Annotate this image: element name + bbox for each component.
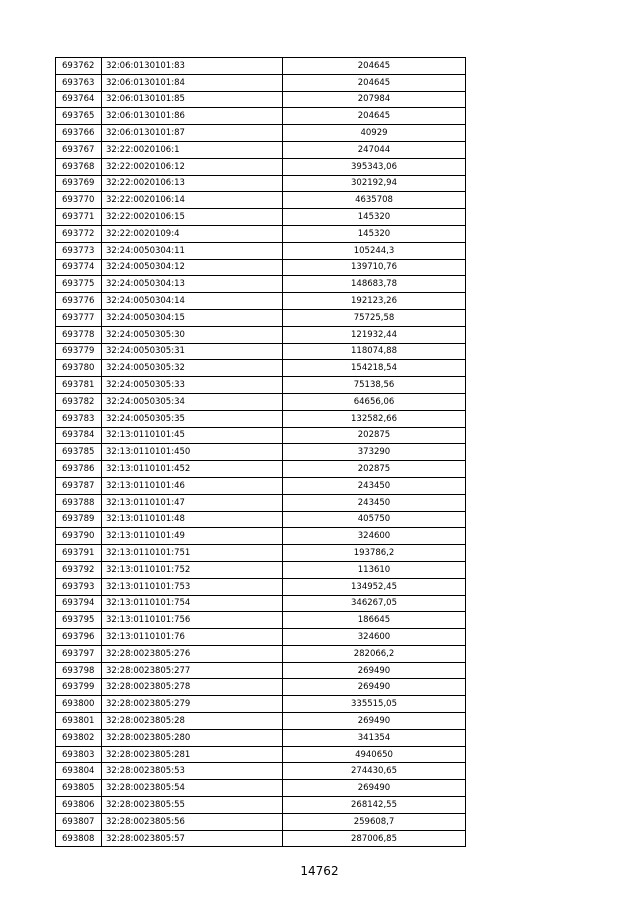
row-number: 693794 — [56, 595, 102, 612]
cadastral-number: 32:13:0110101:450 — [102, 444, 283, 461]
table-body — [56, 58, 466, 847]
cadastral-number: 32:22:0020109:4 — [102, 225, 283, 242]
table-row — [56, 175, 466, 192]
cadastral-number: 32:13:0110101:47 — [102, 494, 283, 511]
row-number: 693785 — [56, 444, 102, 461]
row-number: 693767 — [56, 141, 102, 158]
table-row — [56, 612, 466, 629]
table-row — [56, 393, 466, 410]
row-number: 693782 — [56, 393, 102, 410]
cadastral-number: 32:24:0050305:32 — [102, 360, 283, 377]
cadastral-number: 32:28:0023805:279 — [102, 696, 283, 713]
cadastral-number: 32:28:0023805:57 — [102, 830, 283, 847]
cadastral-value: 4940650 — [283, 746, 466, 763]
cadastral-value: 259608,7 — [283, 813, 466, 830]
cadastral-value: 64656,06 — [283, 393, 466, 410]
table-row — [56, 729, 466, 746]
cadastral-number: 32:13:0110101:48 — [102, 511, 283, 528]
table-row — [56, 125, 466, 142]
cadastral-value: 269490 — [283, 780, 466, 797]
cadastral-number: 32:24:0050305:30 — [102, 326, 283, 343]
table-row — [56, 192, 466, 209]
table-row — [56, 561, 466, 578]
cadastral-value: 193786,2 — [283, 545, 466, 562]
cadastral-value: 247044 — [283, 141, 466, 158]
table-row — [56, 746, 466, 763]
table-row — [56, 797, 466, 814]
cadastral-value: 268142,55 — [283, 797, 466, 814]
cadastral-number: 32:28:0023805:280 — [102, 729, 283, 746]
cadastral-value: 186645 — [283, 612, 466, 629]
row-number: 693795 — [56, 612, 102, 629]
cadastral-value: 105244,3 — [283, 242, 466, 259]
cadastral-value: 324600 — [283, 629, 466, 646]
cadastral-number: 32:22:0020106:1 — [102, 141, 283, 158]
row-number: 693808 — [56, 830, 102, 847]
table-row — [56, 461, 466, 478]
cadastral-number: 32:28:0023805:277 — [102, 662, 283, 679]
cadastral-value: 145320 — [283, 209, 466, 226]
row-number: 693774 — [56, 259, 102, 276]
cadastral-number: 32:13:0110101:751 — [102, 545, 283, 562]
table-row — [56, 74, 466, 91]
cadastral-number: 32:06:0130101:84 — [102, 74, 283, 91]
table-row — [56, 91, 466, 108]
cadastral-value: 148683,78 — [283, 276, 466, 293]
cadastral-number: 32:28:0023805:281 — [102, 746, 283, 763]
row-number: 693779 — [56, 343, 102, 360]
table-row — [56, 108, 466, 125]
table-row — [56, 58, 466, 75]
cadastral-number: 32:24:0050305:34 — [102, 393, 283, 410]
cadastral-number: 32:13:0110101:753 — [102, 578, 283, 595]
table-row — [56, 209, 466, 226]
row-number: 693799 — [56, 679, 102, 696]
cadastral-number: 32:24:0050304:11 — [102, 242, 283, 259]
table-row — [56, 629, 466, 646]
cadastral-value: 204645 — [283, 108, 466, 125]
row-number: 693804 — [56, 763, 102, 780]
cadastral-value: 302192,94 — [283, 175, 466, 192]
table-row — [56, 326, 466, 343]
cadastral-number: 32:22:0020106:13 — [102, 175, 283, 192]
table-row — [56, 763, 466, 780]
row-number: 693801 — [56, 713, 102, 730]
row-number: 693783 — [56, 410, 102, 427]
row-number: 693798 — [56, 662, 102, 679]
row-number: 693777 — [56, 309, 102, 326]
row-number: 693780 — [56, 360, 102, 377]
cadastral-value: 243450 — [283, 494, 466, 511]
page-number: 14762 — [300, 864, 339, 878]
cadastral-number: 32:13:0110101:46 — [102, 477, 283, 494]
table-row — [56, 360, 466, 377]
cadastral-value: 346267,05 — [283, 595, 466, 612]
table-row — [56, 813, 466, 830]
row-number: 693768 — [56, 158, 102, 175]
table-row — [56, 696, 466, 713]
row-number: 693790 — [56, 528, 102, 545]
cadastral-number: 32:22:0020106:14 — [102, 192, 283, 209]
cadastral-number: 32:24:0050305:31 — [102, 343, 283, 360]
row-number: 693766 — [56, 125, 102, 142]
row-number: 693781 — [56, 377, 102, 394]
table-row — [56, 545, 466, 562]
table-row — [56, 595, 466, 612]
cadastral-number: 32:28:0023805:278 — [102, 679, 283, 696]
cadastral-value: 207984 — [283, 91, 466, 108]
cadastral-value: 75725,58 — [283, 309, 466, 326]
cadastral-number: 32:06:0130101:83 — [102, 58, 283, 75]
row-number: 693763 — [56, 74, 102, 91]
row-number: 693788 — [56, 494, 102, 511]
cadastral-value: 373290 — [283, 444, 466, 461]
cadastral-number: 32:28:0023805:28 — [102, 713, 283, 730]
table-row — [56, 293, 466, 310]
table-row — [56, 343, 466, 360]
table-row — [56, 494, 466, 511]
table-row — [56, 511, 466, 528]
cadastral-number: 32:13:0110101:45 — [102, 427, 283, 444]
cadastral-number: 32:13:0110101:756 — [102, 612, 283, 629]
cadastral-number: 32:13:0110101:452 — [102, 461, 283, 478]
row-number: 693797 — [56, 645, 102, 662]
cadastral-value: 4635708 — [283, 192, 466, 209]
cadastral-value: 145320 — [283, 225, 466, 242]
table-row — [56, 242, 466, 259]
row-number: 693786 — [56, 461, 102, 478]
cadastral-value: 282066,2 — [283, 645, 466, 662]
cadastral-value: 269490 — [283, 713, 466, 730]
cadastral-value: 405750 — [283, 511, 466, 528]
row-number: 693803 — [56, 746, 102, 763]
cadastral-number: 32:06:0130101:86 — [102, 108, 283, 125]
cadastral-value: 324600 — [283, 528, 466, 545]
table-row — [56, 679, 466, 696]
table-row — [56, 141, 466, 158]
cadastral-value: 204645 — [283, 74, 466, 91]
cadastral-number: 32:24:0050304:15 — [102, 309, 283, 326]
cadastral-value: 40929 — [283, 125, 466, 142]
cadastral-value: 335515,05 — [283, 696, 466, 713]
cadastral-number: 32:22:0020106:15 — [102, 209, 283, 226]
table-row — [56, 444, 466, 461]
row-number: 693784 — [56, 427, 102, 444]
cadastral-value: 118074,88 — [283, 343, 466, 360]
table-row — [56, 528, 466, 545]
row-number: 693806 — [56, 797, 102, 814]
cadastral-number: 32:24:0050304:14 — [102, 293, 283, 310]
cadastral-value: 287006,85 — [283, 830, 466, 847]
cadastral-value: 243450 — [283, 477, 466, 494]
table-row — [56, 377, 466, 394]
cadastral-number: 32:28:0023805:54 — [102, 780, 283, 797]
cadastral-value: 113610 — [283, 561, 466, 578]
cadastral-value: 192123,26 — [283, 293, 466, 310]
row-number: 693773 — [56, 242, 102, 259]
cadastral-number: 32:28:0023805:53 — [102, 763, 283, 780]
table-row — [56, 276, 466, 293]
table-row — [56, 713, 466, 730]
cadastral-number: 32:06:0130101:85 — [102, 91, 283, 108]
row-number: 693793 — [56, 578, 102, 595]
table-row — [56, 645, 466, 662]
row-number: 693776 — [56, 293, 102, 310]
cadastral-number: 32:06:0130101:87 — [102, 125, 283, 142]
row-number: 693771 — [56, 209, 102, 226]
cadastral-value: 154218,54 — [283, 360, 466, 377]
row-number: 693765 — [56, 108, 102, 125]
row-number: 693770 — [56, 192, 102, 209]
cadastral-number: 32:28:0023805:55 — [102, 797, 283, 814]
cadastral-number: 32:28:0023805:56 — [102, 813, 283, 830]
row-number: 693762 — [56, 58, 102, 75]
table-row — [56, 662, 466, 679]
table-row — [56, 309, 466, 326]
cadastral-value: 121932,44 — [283, 326, 466, 343]
cadastral-value: 269490 — [283, 662, 466, 679]
row-number: 693805 — [56, 780, 102, 797]
row-number: 693775 — [56, 276, 102, 293]
cadastral-number: 32:13:0110101:752 — [102, 561, 283, 578]
table-row — [56, 578, 466, 595]
table-row — [56, 830, 466, 847]
row-number: 693787 — [56, 477, 102, 494]
cadastral-value: 132582,66 — [283, 410, 466, 427]
table-row — [56, 780, 466, 797]
cadastral-value: 139710,76 — [283, 259, 466, 276]
table-row — [56, 259, 466, 276]
row-number: 693807 — [56, 813, 102, 830]
cadastral-value: 202875 — [283, 461, 466, 478]
cadastral-number: 32:24:0050305:33 — [102, 377, 283, 394]
cadastral-value: 134952,45 — [283, 578, 466, 595]
row-number: 693800 — [56, 696, 102, 713]
table-row — [56, 477, 466, 494]
row-number: 693769 — [56, 175, 102, 192]
cadastral-number: 32:13:0110101:49 — [102, 528, 283, 545]
row-number: 693778 — [56, 326, 102, 343]
cadastral-value: 395343,06 — [283, 158, 466, 175]
row-number: 693792 — [56, 561, 102, 578]
cadastral-value: 75138,56 — [283, 377, 466, 394]
cadastral-value: 341354 — [283, 729, 466, 746]
cadastral-number: 32:24:0050304:12 — [102, 259, 283, 276]
cadastral-number: 32:13:0110101:754 — [102, 595, 283, 612]
cadastral-number: 32:24:0050305:35 — [102, 410, 283, 427]
row-number: 693772 — [56, 225, 102, 242]
row-number: 693764 — [56, 91, 102, 108]
table-row — [56, 427, 466, 444]
table-row — [56, 158, 466, 175]
row-number: 693791 — [56, 545, 102, 562]
cadastral-number: 32:13:0110101:76 — [102, 629, 283, 646]
cadastral-value: 202875 — [283, 427, 466, 444]
cadastral-value: 274430,65 — [283, 763, 466, 780]
cadastral-value: 269490 — [283, 679, 466, 696]
cadastral-number: 32:24:0050304:13 — [102, 276, 283, 293]
cadastral-value: 204645 — [283, 58, 466, 75]
cadastral-number: 32:22:0020106:12 — [102, 158, 283, 175]
cadastral-number: 32:28:0023805:276 — [102, 645, 283, 662]
cadastral-value-table — [55, 57, 466, 847]
row-number: 693796 — [56, 629, 102, 646]
table-row — [56, 225, 466, 242]
table-row — [56, 410, 466, 427]
row-number: 693802 — [56, 729, 102, 746]
row-number: 693789 — [56, 511, 102, 528]
